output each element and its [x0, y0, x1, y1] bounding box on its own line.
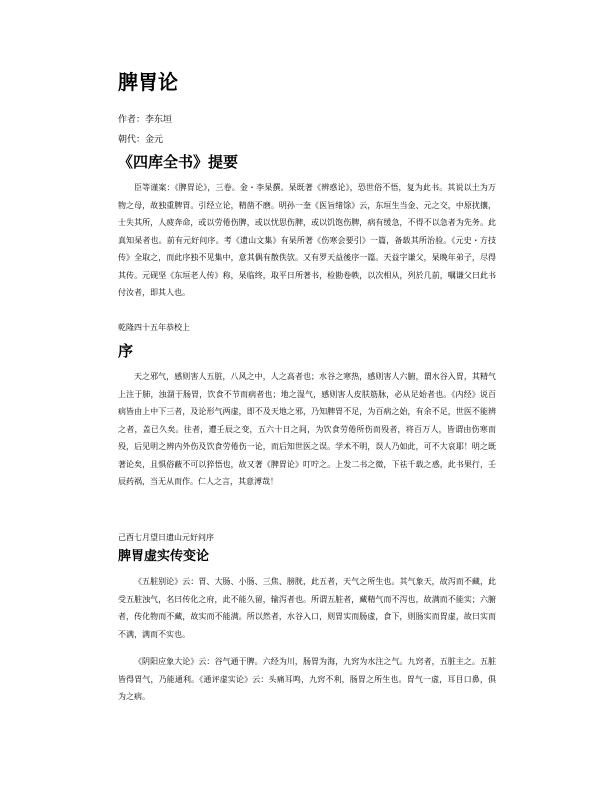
siku-paragraph: 臣等谨案：《脾胃论》，三卷。金・李杲撰。杲既著《辨惑论》，恐世俗不悟，复为此书。其说以土为万物之母，故独重脾胃。引经立论，精凿不磨。明孙一奎《医旨绪馀》云，东垣生当金、元之交，中原扰攘，士失其所，人疲奔命，或以劳倦伤脾，或以忧思伤脾，或以饥饱伤脾，病有缓急，不得不以急者为先务。此真知杲者也。前有元好问序。考《遗山文集》有杲所著《伤寒会要引》一篇，备载其所治验。《元史・方技传》全取之，而此序独不见集中，意其偶有散佚欤。又有罗天益後序一篇。天益字谦父，杲晚年弟子，尽得其传。元砚坚《东垣老人传》称，杲临终，取平日所著书，检勘卷帙，以次相从，列於几前，嘱谦父曰此书付汝者，即其人也。: [118, 183, 496, 297]
siku-signoff: 乾隆四十五年恭校上: [118, 323, 190, 332]
author-line: 作者：李东垣: [118, 115, 173, 125]
section-paragraph-2: 《阴阳应象大论》云：谷气通于脾。六经为川，肠胃为海，九窍为水注之气。九窍者，五脏主之。五脏皆得胃气，乃能通利。《通评虚实论》云：头痛耳鸣，九窍不利，肠胃之所生也。胃气一虚，耳目口鼻，俱为之病。: [118, 657, 496, 701]
preface-heading: 序: [118, 342, 134, 360]
dynasty-line: 朝代：金元: [118, 135, 164, 145]
section-heading: 脾胃虚实传变论: [118, 549, 210, 564]
siku-heading: 《四库全书》提要: [118, 153, 239, 171]
preface-paragraph: 天之邪气，感则害人五脏，八风之中，人之高者也；水谷之寒热，感则害人六腑，谓水谷入胃，其精气上注于肺，浊溜于肠胃，饮食不节而病者也；地之湿气，感则害人皮肤筋脉，必从足始者也。《内经》说百病皆由上中下三者，及论形气两虚，即不及天地之邪，乃知脾胃不足，为百病之始，有余不足，世医不能辨之者，盖已久矣。往者，遭壬辰之变，五六十日之间，为饮食劳倦所伤而殁者，将百万人，皆谓由伤寒而殁，后见明之辨内外伤及饮食劳倦伤一论，而后知世医之误。学术不明，误人乃如此，可不大哀耶！明之既著论矣，且惧俗蔽不可以猝悟也，故又著《脾胃论》叮咛之。上发二书之微，下祛千载之惑，此书果行，壬辰药祸，当无从而作。仁人之言，其意溥哉！: [118, 372, 496, 486]
section-paragraph-1: 《五脏别论》云：胃、大肠、小肠、三焦、膀胱，此五者，天气之所生也。其气象天，故泻而不藏，此受五脏浊气，名曰传化之府，此不能久留，输泻者也。所谓五脏者，藏精气而不泻也，故满而不能实；六腑者，传化物而不藏，故实而不能满。所以然者，水谷入口，则胃实而肠虚，食下，则肠实而胃虚，故曰实而不满，满而不实也。: [118, 577, 496, 639]
preface-signoff: 己酉七月望日遗山元好问序: [118, 533, 214, 542]
page-title: 脾胃论: [118, 70, 178, 94]
